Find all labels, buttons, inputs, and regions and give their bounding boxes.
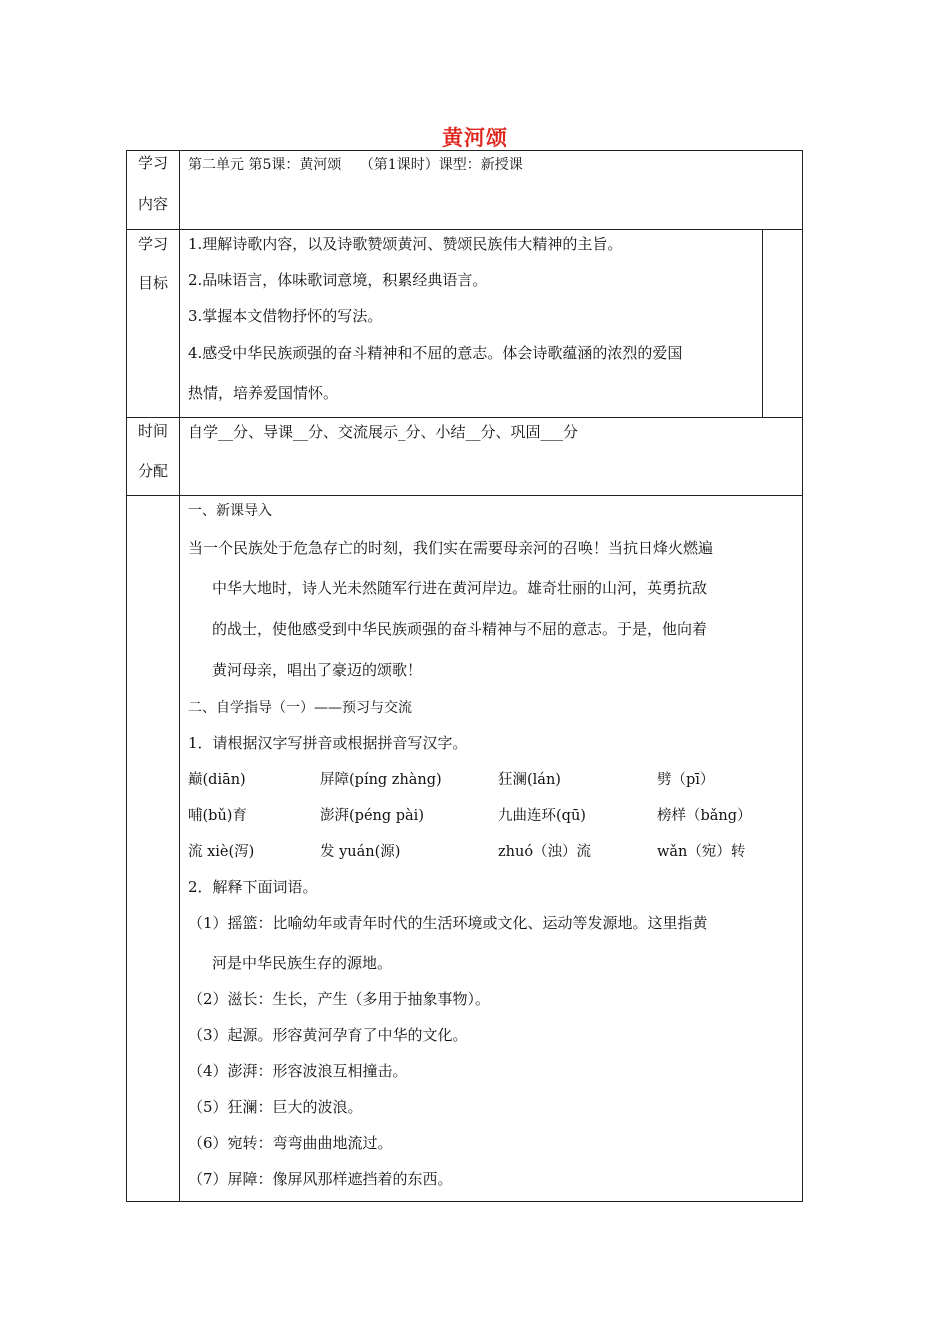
task-instruction: 2．解释下面词语。 xyxy=(188,878,318,896)
pinyin-item: 哺(bǔ)育 xyxy=(188,808,247,824)
row-label-time-1: 时间 xyxy=(137,422,168,440)
document-title: 黄河颂 xyxy=(442,126,508,150)
goal-item: 3.掌握本文借物抒怀的写法。 xyxy=(188,307,383,325)
pinyin-item: 劈（pī） xyxy=(657,772,715,788)
row-divider xyxy=(126,229,803,230)
pinyin-item: 屏障(píng zhàng) xyxy=(320,772,442,788)
intro-paragraph-line: 中华大地时，诗人光未然随军行进在黄河岸边。雄奇壮丽的山河，英勇抗敌 xyxy=(212,579,708,597)
definition-line: （1）摇篮：比喻幼年或青年时代的生活环境或文化、运动等发源地。这里指黄 xyxy=(188,914,708,932)
goal-item: 热情，培养爱国情怀。 xyxy=(188,384,339,402)
intro-paragraph-line: 的战士，使他感受到中华民族顽强的奋斗精神与不屈的意志。于是，他向着 xyxy=(212,620,708,638)
definition-line: （5）狂澜：巨大的波浪。 xyxy=(188,1098,363,1116)
pinyin-item: 榜样（bǎng） xyxy=(657,808,752,824)
pinyin-item: 发 yuán(源) xyxy=(320,844,401,860)
table-border-right xyxy=(802,150,803,1202)
table-border-bottom xyxy=(126,1201,803,1202)
row-divider xyxy=(126,495,803,496)
row-divider xyxy=(126,417,803,418)
row-label-content-2: 内容 xyxy=(137,195,168,213)
definition-line: （3）起源。形容黄河孕育了中华的文化。 xyxy=(188,1026,468,1044)
table-border-top xyxy=(126,150,803,151)
goal-item: 1.理解诗歌内容，以及诗歌赞颂黄河、赞颂民族伟大精神的主旨。 xyxy=(188,235,623,253)
definition-line: （6）宛转：弯弯曲曲地流过。 xyxy=(188,1134,393,1152)
intro-paragraph-line: 当一个民族处于危急存亡的时刻，我们实在需要母亲河的召唤！当抗日烽火燃遍 xyxy=(188,539,714,557)
intro-paragraph-line: 黄河母亲，唱出了豪迈的颂歌！ xyxy=(212,661,423,679)
pinyin-item: 巅(diān) xyxy=(188,772,246,788)
section-heading: 二、自学指导（一）——预习与交流 xyxy=(188,700,412,716)
pinyin-item: 流 xiè(泻) xyxy=(188,844,255,860)
definition-line: （7）屏障：像屏风那样遮挡着的东西。 xyxy=(188,1170,453,1188)
lesson-info: 第二单元 第5课：黄河颂 （第1课时）课型：新授课 xyxy=(188,157,523,173)
goals-inner-divider xyxy=(762,229,763,417)
pinyin-item: 九曲连环(qū) xyxy=(498,808,586,824)
pinyin-item: zhuó（浊）流 xyxy=(498,844,592,860)
table-border-left xyxy=(126,150,127,1202)
column-divider xyxy=(179,150,180,1202)
pinyin-item: 澎湃(péng pài) xyxy=(320,808,424,824)
row-label-time-2: 分配 xyxy=(137,462,168,480)
pinyin-item: 狂澜(lán) xyxy=(498,772,561,788)
section-heading: 一、新课导入 xyxy=(188,503,272,519)
goal-item: 2.品味语言，体味歌词意境，积累经典语言。 xyxy=(188,271,488,289)
pinyin-item: wǎn（宛）转 xyxy=(657,844,746,860)
definition-line: （2）滋长：生长，产生（多用于抽象事物）。 xyxy=(188,990,491,1008)
goal-item: 4.感受中华民族顽强的奋斗精神和不屈的意志。体会诗歌蕴涵的浓烈的爱国 xyxy=(188,344,683,362)
definition-line: 河是中华民族生存的源地。 xyxy=(212,954,393,972)
time-allocation: 自学__分、导课__分、交流展示_分、小结__分、巩固___分 xyxy=(188,423,579,441)
row-label-content-1: 学习 xyxy=(137,154,168,172)
row-label-goals-2: 目标 xyxy=(137,274,168,292)
task-instruction: 1．请根据汉字写拼音或根据拼音写汉字。 xyxy=(188,734,468,752)
row-label-goals-1: 学习 xyxy=(137,235,168,253)
definition-line: （4）澎湃：形容波浪互相撞击。 xyxy=(188,1062,408,1080)
